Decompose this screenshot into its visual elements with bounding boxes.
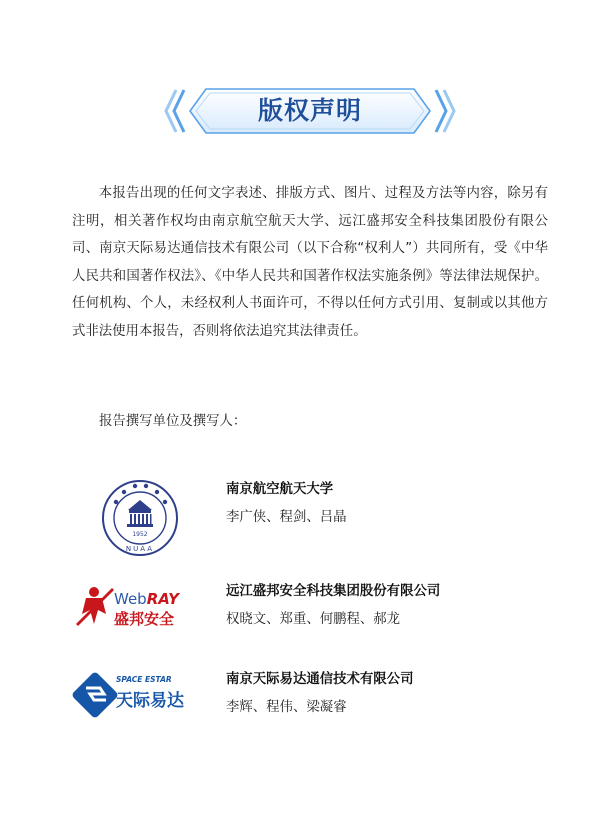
nuaa-abbrev: NUAA [125, 545, 155, 553]
org-nuaa [72, 478, 548, 558]
org-members: 权晓文、郑重、何鹏程、郝龙 [226, 612, 401, 627]
copyright-statement: 本报告出现的任何文字表述、排版方式、图片、过程及方法等内容，除另有注明，相关著作权均由南京航空航天大学、远江盛邦安全科技集团股份有限公司、南京天际易达通信技术有限公司（以下合称“权利人”）共同所有，受《中华人民共和国著作权法》、《中华人民共和国著作权法实施条例》等法律法规保护。任何机构、个人，未经权利人书面许可，不得以任何方式引用、复制或以其他方式非法使用本报告，否则将依法追究其法律责任。 [72, 186, 548, 339]
svg-text:WebRAY [114, 590, 181, 608]
webray-logo-icon [72, 580, 208, 640]
org-members: 李广侠、程剑、吕晶 [226, 510, 347, 525]
webray-text-cn: 盛邦安全 [114, 610, 175, 628]
estar-text-cn: 天际易达 [116, 691, 184, 711]
nuaa-logo [72, 478, 208, 558]
webray-text-web: Web [114, 590, 147, 608]
title-banner [162, 84, 458, 138]
page-title: 版权声明 [257, 96, 362, 125]
org-members: 李辉、程伟、梁凝睿 [226, 700, 347, 715]
webray-text-ray: RAY [146, 590, 180, 608]
org-name: 南京天际易达通信技术有限公司 [226, 672, 414, 687]
org-webray [72, 580, 548, 660]
space-estar-logo-icon [72, 668, 208, 728]
webray-logo [72, 580, 208, 660]
space-estar-logo [72, 668, 208, 748]
org-name: 远江盛邦安全科技集团股份有限公司 [226, 584, 441, 599]
nuaa-seal-icon [72, 478, 208, 558]
estar-text-en: SPACE ESTAR [116, 675, 172, 684]
org-space-estar [72, 668, 548, 748]
org-name: 南京航空航天大学 [226, 482, 334, 497]
authors-heading: 报告撰写单位及撰写人： [99, 414, 247, 429]
nuaa-year: 1952 [132, 531, 148, 538]
